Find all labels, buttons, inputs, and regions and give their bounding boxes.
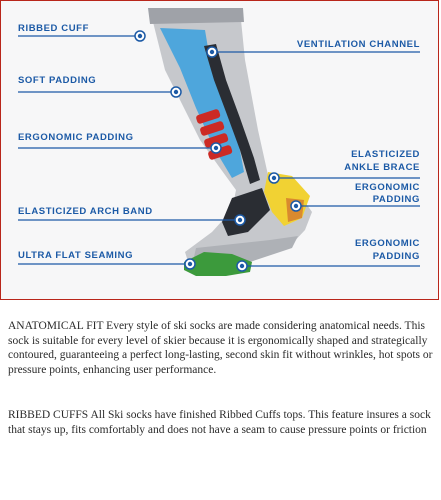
- ribbed-cuffs-paragraph: RIBBED CUFFS All Ski socks have finished Ribbed Cuffs tops. This feature insures a sock that stays up, fits comfortably and does not have a seam to cause pressure points or friction: [8, 409, 431, 436]
- sock-cuff: [148, 8, 244, 24]
- label-padding-1: PADDING: [372, 194, 420, 205]
- label-ergonomic-padding-left: ERGONOMIC PADDING: [18, 132, 134, 143]
- label-ergonomic-1: ERGONOMIC: [354, 182, 420, 193]
- label-ergonomic-2: ERGONOMIC: [354, 238, 420, 249]
- label-ankle-brace: ANKLE BRACE: [344, 162, 420, 173]
- label-ribbed-cuff: RIBBED CUFF: [18, 23, 89, 34]
- label-padding-2: PADDING: [372, 251, 420, 262]
- label-soft-padding: SOFT PADDING: [18, 75, 97, 86]
- label-arch-band: ELASTICIZED ARCH BAND: [18, 206, 153, 217]
- label-flat-seaming: ULTRA FLAT SEAMING: [18, 250, 134, 261]
- anatomical-fit-paragraph: ANATOMICAL FIT Every style of ski socks are made considering anatomical needs. This sock is suitable for every level of skier because it is ergonomically shaped and strategically contoured, guaranteeing a perfect long-lasting, second skin fit without wrinkles, hot spots or pressure points, enhancing user performance.: [8, 320, 433, 376]
- label-elasticized: ELASTICIZED: [351, 149, 420, 160]
- label-ventilation-channel: VENTILATION CHANNEL: [296, 39, 420, 50]
